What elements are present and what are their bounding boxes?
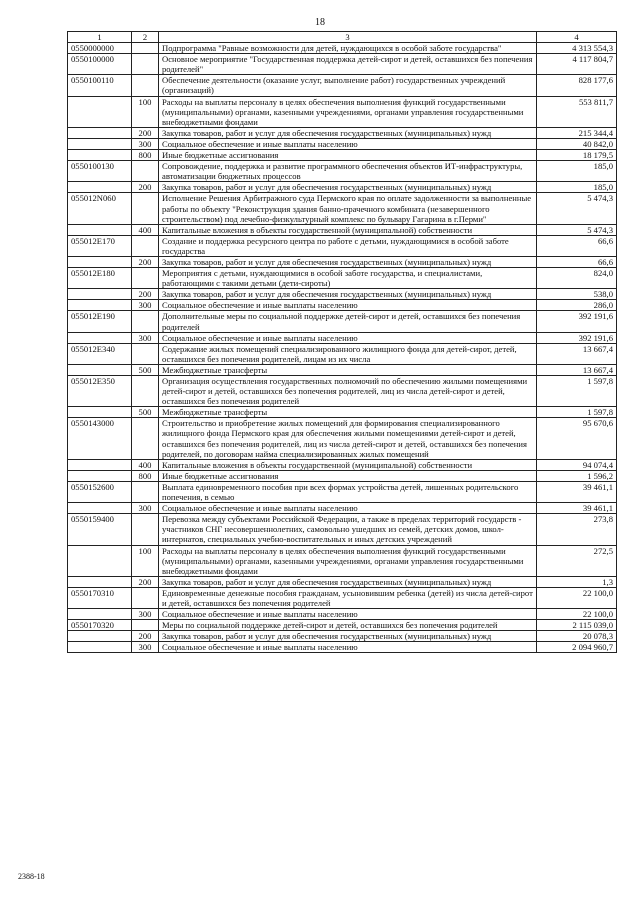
- description-cell: Расходы на выплаты персоналу в целях обеспечения выполнения функций государственными (муниципальными) органами, казенными учреждениями, органами управления государственными внебюджетными фондами: [159, 545, 537, 576]
- table-row: [68, 587, 617, 608]
- table-row: [68, 193, 617, 224]
- target-code-cell: 0550100000: [68, 54, 132, 75]
- expense-type-cell: [132, 311, 159, 332]
- amount-cell: 392 191,6: [537, 332, 617, 343]
- description-cell: Межбюджетные трансферты: [159, 407, 537, 418]
- expense-type-cell: 800: [132, 470, 159, 481]
- table-row: [68, 514, 617, 545]
- amount-cell: 392 191,6: [537, 311, 617, 332]
- expense-type-cell: [132, 587, 159, 608]
- amount-cell: 22 100,0: [537, 587, 617, 608]
- expense-type-cell: [132, 481, 159, 502]
- table-row: [68, 161, 617, 182]
- description-cell: Создание и поддержка ресурсного центра по работе с детьми, нуждающимися в особой заботе государства: [159, 235, 537, 256]
- target-code-cell: [68, 576, 132, 587]
- amount-cell: 20 078,3: [537, 631, 617, 642]
- table-row: [68, 150, 617, 161]
- amount-cell: 185,0: [537, 161, 617, 182]
- target-code-cell: [68, 407, 132, 418]
- amount-cell: 66,6: [537, 256, 617, 267]
- expense-type-cell: 500: [132, 407, 159, 418]
- amount-cell: 272,5: [537, 545, 617, 576]
- description-cell: Закупка товаров, работ и услуг для обеспечения государственных (муниципальных) нужд: [159, 576, 537, 587]
- description-cell: Основное мероприятие "Государственная поддержка детей-сирот и детей, оставшихся без попечения родителей": [159, 54, 537, 75]
- expense-type-cell: [132, 620, 159, 631]
- description-cell: Строительство и приобретение жилых помещений для формирования специализированного жилищного фонда Пермского края для обеспечения жилыми помещениями детей-сирот и детей, оставшихся без попечения родителей, лиц из числа детей-сирот и детей, оставшихся без попечения родителей, по договорам найма специализированных жилых помещений: [159, 418, 537, 459]
- amount-cell: 5 474,3: [537, 224, 617, 235]
- target-code-cell: 0550000000: [68, 43, 132, 54]
- expense-type-cell: 300: [132, 300, 159, 311]
- expense-type-cell: [132, 418, 159, 459]
- table-row: [68, 376, 617, 407]
- description-cell: Дополнительные меры по социальной поддержке детей-сирот и детей, оставшихся без попечения родителей: [159, 311, 537, 332]
- expense-type-cell: 200: [132, 576, 159, 587]
- amount-cell: 824,0: [537, 268, 617, 289]
- table-row: [68, 75, 617, 96]
- description-cell: Иные бюджетные ассигнования: [159, 470, 537, 481]
- table-row: [68, 545, 617, 576]
- table-row: [68, 343, 617, 364]
- page-number: 18: [315, 17, 325, 28]
- table-row: [68, 576, 617, 587]
- table-row: [68, 503, 617, 514]
- target-code-cell: [68, 631, 132, 642]
- amount-cell: 5 474,3: [537, 193, 617, 224]
- description-cell: Социальное обеспечение и иные выплаты населению: [159, 609, 537, 620]
- target-code-cell: [68, 289, 132, 300]
- table-row: [68, 43, 617, 54]
- table-header-row: [68, 32, 617, 43]
- table-row: [68, 481, 617, 502]
- expense-type-cell: [132, 75, 159, 96]
- description-cell: Закупка товаров, работ и услуг для обеспечения государственных (муниципальных) нужд: [159, 182, 537, 193]
- description-cell: Подпрограмма "Равные возможности для детей, нуждающихся в особой заботе государства": [159, 43, 537, 54]
- target-code-cell: 0550170320: [68, 620, 132, 631]
- table-row: [68, 609, 617, 620]
- expense-type-cell: 300: [132, 503, 159, 514]
- table-row: [68, 268, 617, 289]
- description-cell: Иные бюджетные ассигнования: [159, 150, 537, 161]
- target-code-cell: 055012Е180: [68, 268, 132, 289]
- target-code-cell: [68, 609, 132, 620]
- expense-type-cell: 100: [132, 545, 159, 576]
- description-cell: Выплата единовременного пособия при всех формах устройства детей, лишенных родительского попечения, в семью: [159, 481, 537, 502]
- table-row: [68, 289, 617, 300]
- table-row: [68, 311, 617, 332]
- target-code-cell: 0550170310: [68, 587, 132, 608]
- description-cell: Перевозка между субъектами Российской Федерации, а также в пределах территорий государств - участников СНГ несовершеннолетних, самовольно ушедших из семей, детских домов, школ-интернатов, специальных учебно-воспитательных и иных детских учреждений: [159, 514, 537, 545]
- amount-cell: 828 177,6: [537, 75, 617, 96]
- description-cell: Единовременные денежные пособия гражданам, усыновившим ребенка (детей) из числа детей-сирот и детей, оставшихся без попечения родителей: [159, 587, 537, 608]
- target-code-cell: 0550143000: [68, 418, 132, 459]
- amount-cell: 13 667,4: [537, 343, 617, 364]
- description-cell: Закупка товаров, работ и услуг для обеспечения государственных (муниципальных) нужд: [159, 256, 537, 267]
- table-row: [68, 470, 617, 481]
- target-code-cell: 0550159400: [68, 514, 132, 545]
- table-row: [68, 96, 617, 127]
- expense-type-cell: 500: [132, 364, 159, 375]
- table-row: [68, 459, 617, 470]
- target-code-cell: [68, 545, 132, 576]
- description-cell: Содержание жилых помещений специализированного жилищного фонда для детей-сирот, детей, оставшихся без попечения родителей, лицам из их числа: [159, 343, 537, 364]
- expense-type-cell: 300: [132, 138, 159, 149]
- column-header-2: 2: [132, 32, 159, 43]
- amount-cell: 39 461,1: [537, 481, 617, 502]
- description-cell: Социальное обеспечение и иные выплаты населению: [159, 300, 537, 311]
- amount-cell: 286,0: [537, 300, 617, 311]
- amount-cell: 553 811,7: [537, 96, 617, 127]
- amount-cell: 22 100,0: [537, 609, 617, 620]
- target-code-cell: [68, 300, 132, 311]
- description-cell: Мероприятия с детьми, нуждающимися в особой заботе государства, и специалистами, работающими с такими детьми (дети-сироты): [159, 268, 537, 289]
- target-code-cell: 0550100130: [68, 161, 132, 182]
- table-row: [68, 256, 617, 267]
- description-cell: Исполнение Решения Арбитражного суда Пермского края по оплате задолженности за выполненные работы по объекту "Реконструкция здания банно-прачечного комбината (незавершенного строительством) под лечебно-физкультурный комплекс по бульвару Гагарина в г.Перми": [159, 193, 537, 224]
- expense-type-cell: 300: [132, 332, 159, 343]
- expense-type-cell: 400: [132, 224, 159, 235]
- table-row: [68, 235, 617, 256]
- expense-type-cell: [132, 193, 159, 224]
- amount-cell: 94 074,4: [537, 459, 617, 470]
- table-row: [68, 300, 617, 311]
- table-row: [68, 127, 617, 138]
- amount-cell: 40 842,0: [537, 138, 617, 149]
- target-code-cell: 055012Е190: [68, 311, 132, 332]
- amount-cell: 13 667,4: [537, 364, 617, 375]
- amount-cell: 1,3: [537, 576, 617, 587]
- expense-type-cell: 200: [132, 182, 159, 193]
- table-row: [68, 224, 617, 235]
- amount-cell: 66,6: [537, 235, 617, 256]
- target-code-cell: [68, 138, 132, 149]
- expense-type-cell: [132, 54, 159, 75]
- amount-cell: 39 461,1: [537, 503, 617, 514]
- description-cell: Закупка товаров, работ и услуг для обеспечения государственных (муниципальных) нужд: [159, 289, 537, 300]
- column-header-3: 3: [159, 32, 537, 43]
- amount-cell: 95 670,6: [537, 418, 617, 459]
- table-row: [68, 138, 617, 149]
- expense-type-cell: 100: [132, 96, 159, 127]
- table-row: [68, 418, 617, 459]
- expense-type-cell: 400: [132, 459, 159, 470]
- description-cell: Межбюджетные трансферты: [159, 364, 537, 375]
- amount-cell: 215 344,4: [537, 127, 617, 138]
- table-row: [68, 182, 617, 193]
- description-cell: Закупка товаров, работ и услуг для обеспечения государственных (муниципальных) нужд: [159, 127, 537, 138]
- expense-type-cell: 200: [132, 256, 159, 267]
- amount-cell: 18 179,5: [537, 150, 617, 161]
- target-code-cell: [68, 256, 132, 267]
- target-code-cell: [68, 224, 132, 235]
- description-cell: Расходы на выплаты персоналу в целях обеспечения выполнения функций государственными (муниципальными) органами, казенными учреждениями, органами управления государственными внебюджетными фондами: [159, 96, 537, 127]
- target-code-cell: [68, 96, 132, 127]
- amount-cell: 4 313 554,3: [537, 43, 617, 54]
- expense-type-cell: 200: [132, 631, 159, 642]
- amount-cell: 2 115 039,0: [537, 620, 617, 631]
- column-header-4: 4: [537, 32, 617, 43]
- target-code-cell: [68, 150, 132, 161]
- target-code-cell: 055012N060: [68, 193, 132, 224]
- expense-type-cell: [132, 268, 159, 289]
- amount-cell: 538,0: [537, 289, 617, 300]
- table-row: [68, 332, 617, 343]
- description-cell: Социальное обеспечение и иные выплаты населению: [159, 503, 537, 514]
- target-code-cell: [68, 332, 132, 343]
- expense-type-cell: [132, 235, 159, 256]
- target-code-cell: [68, 182, 132, 193]
- target-code-cell: [68, 642, 132, 653]
- description-cell: Социальное обеспечение и иные выплаты населению: [159, 332, 537, 343]
- amount-cell: 4 117 804,7: [537, 54, 617, 75]
- target-code-cell: [68, 503, 132, 514]
- target-code-cell: 0550152600: [68, 481, 132, 502]
- target-code-cell: [68, 470, 132, 481]
- expense-type-cell: [132, 343, 159, 364]
- target-code-cell: 055012Е340: [68, 343, 132, 364]
- amount-cell: 273,8: [537, 514, 617, 545]
- description-cell: Капитальные вложения в объекты государственной (муниципальной) собственности: [159, 224, 537, 235]
- target-code-cell: 055012Е170: [68, 235, 132, 256]
- expense-type-cell: 300: [132, 609, 159, 620]
- budget-table: [67, 31, 617, 653]
- expense-type-cell: [132, 161, 159, 182]
- expense-type-cell: 300: [132, 642, 159, 653]
- expense-type-cell: 200: [132, 289, 159, 300]
- table-row: [68, 620, 617, 631]
- expense-type-cell: [132, 43, 159, 54]
- amount-cell: 1 596,2: [537, 470, 617, 481]
- description-cell: Меры по социальной поддержке детей-сирот и детей, оставшихся без попечения родителей: [159, 620, 537, 631]
- amount-cell: 2 094 960,7: [537, 642, 617, 653]
- document-id: 2388-18: [18, 872, 45, 881]
- expense-type-cell: [132, 376, 159, 407]
- description-cell: Социальное обеспечение и иные выплаты населению: [159, 642, 537, 653]
- target-code-cell: [68, 127, 132, 138]
- target-code-cell: 055012Е350: [68, 376, 132, 407]
- expense-type-cell: [132, 514, 159, 545]
- table-row: [68, 54, 617, 75]
- table-row: [68, 642, 617, 653]
- target-code-cell: [68, 459, 132, 470]
- expense-type-cell: 800: [132, 150, 159, 161]
- description-cell: Сопровождение, поддержка и развитие программного обеспечения объектов ИТ-инфраструктуры, автоматизации бюджетных процессов: [159, 161, 537, 182]
- amount-cell: 1 597,8: [537, 407, 617, 418]
- amount-cell: 185,0: [537, 182, 617, 193]
- target-code-cell: [68, 364, 132, 375]
- table-row: [68, 364, 617, 375]
- target-code-cell: 0550100110: [68, 75, 132, 96]
- table-row: [68, 407, 617, 418]
- amount-cell: 1 597,8: [537, 376, 617, 407]
- description-cell: Социальное обеспечение и иные выплаты населению: [159, 138, 537, 149]
- description-cell: Обеспечение деятельности (оказание услуг, выполнение работ) государственных учреждений (организаций): [159, 75, 537, 96]
- table-row: [68, 631, 617, 642]
- column-header-1: 1: [68, 32, 132, 43]
- description-cell: Организация осуществления государственных полномочий по обеспечению жилыми помещениями детей-сирот и детей, оставшихся без попечения родителей, лиц из числа детей-сирот и детей, оставшихся без попечения родителей: [159, 376, 537, 407]
- expense-type-cell: 200: [132, 127, 159, 138]
- description-cell: Закупка товаров, работ и услуг для обеспечения государственных (муниципальных) нужд: [159, 631, 537, 642]
- description-cell: Капитальные вложения в объекты государственной (муниципальной) собственности: [159, 459, 537, 470]
